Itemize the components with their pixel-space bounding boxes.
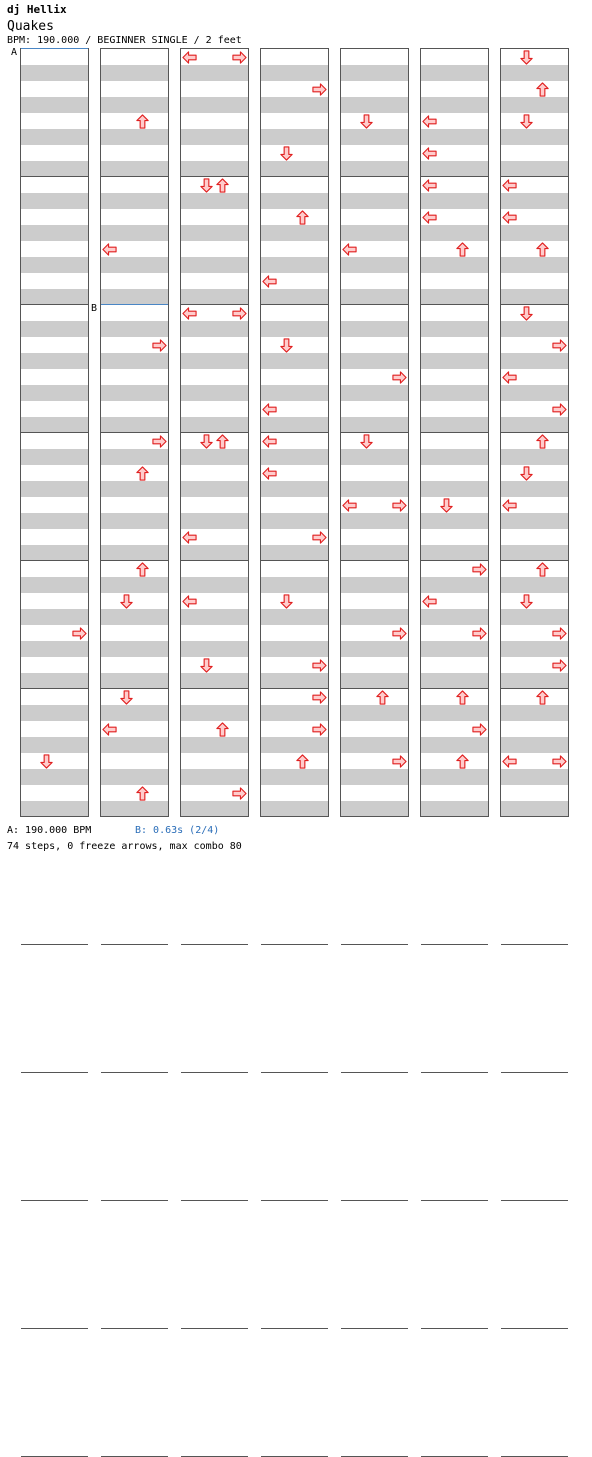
down-arrow-icon bbox=[519, 594, 534, 609]
measure-line bbox=[421, 944, 488, 945]
measure-line bbox=[341, 176, 408, 177]
up-arrow-icon bbox=[295, 754, 310, 769]
measure-line bbox=[421, 304, 488, 305]
measure-line bbox=[21, 1328, 88, 1329]
right-arrow-icon bbox=[552, 402, 567, 417]
chart-column-7 bbox=[500, 48, 569, 817]
right-arrow-icon bbox=[312, 690, 327, 705]
right-arrow-icon bbox=[312, 658, 327, 673]
down-arrow-icon bbox=[199, 658, 214, 673]
right-arrow-icon bbox=[152, 434, 167, 449]
measure-line bbox=[261, 176, 328, 177]
song-title: Quakes bbox=[7, 19, 54, 34]
measure-line bbox=[421, 432, 488, 433]
measure-line bbox=[501, 176, 568, 177]
measure-line bbox=[421, 688, 488, 689]
measure-line bbox=[21, 688, 88, 689]
measure-line bbox=[501, 816, 568, 817]
up-arrow-icon bbox=[535, 242, 550, 257]
measure-line bbox=[501, 944, 568, 945]
up-arrow-icon bbox=[135, 466, 150, 481]
left-arrow-icon bbox=[182, 530, 197, 545]
measure-line bbox=[421, 1328, 488, 1329]
down-arrow-icon bbox=[119, 594, 134, 609]
bpm-legend: A: 190.000 BPM bbox=[7, 825, 92, 836]
down-arrow-icon bbox=[519, 306, 534, 321]
left-arrow-icon bbox=[422, 178, 437, 193]
measure-line bbox=[421, 816, 488, 817]
left-arrow-icon bbox=[502, 178, 517, 193]
up-arrow-icon bbox=[215, 178, 230, 193]
measure-line bbox=[181, 1072, 248, 1073]
left-arrow-icon bbox=[262, 402, 277, 417]
measure-line bbox=[501, 304, 568, 305]
left-arrow-icon bbox=[502, 370, 517, 385]
measure-line bbox=[181, 560, 248, 561]
measure-line bbox=[181, 304, 248, 305]
down-arrow-icon bbox=[359, 114, 374, 129]
measure-line bbox=[181, 1328, 248, 1329]
measure-line bbox=[421, 560, 488, 561]
down-arrow-icon bbox=[279, 146, 294, 161]
right-arrow-icon bbox=[472, 626, 487, 641]
up-arrow-icon bbox=[535, 82, 550, 97]
left-arrow-icon bbox=[342, 242, 357, 257]
measure-line bbox=[341, 304, 408, 305]
measure-line bbox=[501, 432, 568, 433]
right-arrow-icon bbox=[472, 722, 487, 737]
step-stats: 74 steps, 0 freeze arrows, max combo 80 bbox=[7, 841, 242, 852]
measure-line bbox=[101, 1072, 168, 1073]
right-arrow-icon bbox=[312, 530, 327, 545]
up-arrow-icon bbox=[455, 754, 470, 769]
measure-line bbox=[21, 1200, 88, 1201]
measure-line bbox=[261, 304, 328, 305]
left-arrow-icon bbox=[422, 114, 437, 129]
up-arrow-icon bbox=[455, 690, 470, 705]
chart-column-6 bbox=[420, 48, 489, 817]
timing-marker-label: B bbox=[91, 303, 98, 314]
down-arrow-icon bbox=[199, 178, 214, 193]
measure-line bbox=[341, 816, 408, 817]
measure-line bbox=[341, 560, 408, 561]
right-arrow-icon bbox=[232, 50, 247, 65]
left-arrow-icon bbox=[182, 306, 197, 321]
down-arrow-icon bbox=[279, 338, 294, 353]
measure-line bbox=[501, 560, 568, 561]
up-arrow-icon bbox=[215, 722, 230, 737]
right-arrow-icon bbox=[392, 754, 407, 769]
right-arrow-icon bbox=[472, 562, 487, 577]
measure-line bbox=[501, 1328, 568, 1329]
measure-line bbox=[261, 560, 328, 561]
right-arrow-icon bbox=[152, 338, 167, 353]
down-arrow-icon bbox=[199, 434, 214, 449]
measure-line bbox=[181, 1200, 248, 1201]
down-arrow-icon bbox=[279, 594, 294, 609]
down-arrow-icon bbox=[119, 690, 134, 705]
measure-line bbox=[261, 432, 328, 433]
left-arrow-icon bbox=[342, 498, 357, 513]
down-arrow-icon bbox=[359, 434, 374, 449]
chart-column-1 bbox=[20, 48, 89, 817]
left-arrow-icon bbox=[422, 146, 437, 161]
left-arrow-icon bbox=[262, 466, 277, 481]
measure-line bbox=[421, 1072, 488, 1073]
measure-line bbox=[21, 1072, 88, 1073]
measure-line bbox=[21, 560, 88, 561]
measure-line bbox=[261, 944, 328, 945]
left-arrow-icon bbox=[102, 242, 117, 257]
measure-line bbox=[101, 176, 168, 177]
up-arrow-icon bbox=[535, 562, 550, 577]
measure-line bbox=[261, 1200, 328, 1201]
left-arrow-icon bbox=[502, 498, 517, 513]
chart-column-5 bbox=[340, 48, 409, 817]
timing-marker-label: A bbox=[11, 47, 18, 58]
measure-line bbox=[181, 944, 248, 945]
measure-line bbox=[501, 1200, 568, 1201]
right-arrow-icon bbox=[232, 786, 247, 801]
measure-line bbox=[101, 1328, 168, 1329]
up-arrow-icon bbox=[135, 786, 150, 801]
timing-marker-line bbox=[21, 48, 88, 49]
footer-timing bbox=[7, 825, 220, 836]
measure-line bbox=[341, 688, 408, 689]
right-arrow-icon bbox=[312, 722, 327, 737]
measure-line bbox=[421, 176, 488, 177]
measure-line bbox=[101, 1200, 168, 1201]
down-arrow-icon bbox=[519, 114, 534, 129]
measure-line bbox=[261, 688, 328, 689]
measure-line bbox=[421, 1200, 488, 1201]
up-arrow-icon bbox=[535, 434, 550, 449]
measure-line bbox=[21, 432, 88, 433]
right-arrow-icon bbox=[552, 658, 567, 673]
up-arrow-icon bbox=[135, 114, 150, 129]
measure-line bbox=[101, 560, 168, 561]
up-arrow-icon bbox=[455, 242, 470, 257]
down-arrow-icon bbox=[519, 466, 534, 481]
left-arrow-icon bbox=[422, 210, 437, 225]
right-arrow-icon bbox=[312, 82, 327, 97]
left-arrow-icon bbox=[262, 434, 277, 449]
left-arrow-icon bbox=[502, 210, 517, 225]
measure-line bbox=[181, 176, 248, 177]
left-arrow-icon bbox=[262, 274, 277, 289]
right-arrow-icon bbox=[392, 626, 407, 641]
measure-line bbox=[21, 816, 88, 817]
up-arrow-icon bbox=[135, 562, 150, 577]
down-arrow-icon bbox=[519, 50, 534, 65]
measure-line bbox=[21, 304, 88, 305]
stop-legend: B: 0.63s (2/4) bbox=[135, 825, 220, 836]
right-arrow-icon bbox=[392, 370, 407, 385]
left-arrow-icon bbox=[102, 722, 117, 737]
measure-line bbox=[181, 432, 248, 433]
measure-line bbox=[341, 432, 408, 433]
measure-line bbox=[101, 944, 168, 945]
measure-line bbox=[21, 176, 88, 177]
measure-line bbox=[181, 816, 248, 817]
chart-column-2 bbox=[100, 48, 169, 817]
measure-line bbox=[341, 1072, 408, 1073]
up-arrow-icon bbox=[375, 690, 390, 705]
measure-line bbox=[101, 688, 168, 689]
measure-line bbox=[261, 1072, 328, 1073]
artist-name: dj Hellix bbox=[7, 3, 67, 16]
left-arrow-icon bbox=[502, 754, 517, 769]
right-arrow-icon bbox=[552, 754, 567, 769]
measure-line bbox=[101, 432, 168, 433]
right-arrow-icon bbox=[552, 338, 567, 353]
measure-line bbox=[341, 1328, 408, 1329]
right-arrow-icon bbox=[232, 306, 247, 321]
chart-column-4 bbox=[260, 48, 329, 817]
timing-marker-line bbox=[101, 304, 168, 305]
left-arrow-icon bbox=[182, 50, 197, 65]
up-arrow-icon bbox=[535, 690, 550, 705]
up-arrow-icon bbox=[295, 210, 310, 225]
measure-line bbox=[341, 1200, 408, 1201]
left-arrow-icon bbox=[182, 594, 197, 609]
measure-line bbox=[501, 688, 568, 689]
up-arrow-icon bbox=[215, 434, 230, 449]
right-arrow-icon bbox=[72, 626, 87, 641]
right-arrow-icon bbox=[552, 626, 567, 641]
chart-column-3 bbox=[180, 48, 249, 817]
measure-line bbox=[501, 1072, 568, 1073]
left-arrow-icon bbox=[422, 594, 437, 609]
down-arrow-icon bbox=[439, 498, 454, 513]
measure-line bbox=[21, 944, 88, 945]
measure-line bbox=[101, 816, 168, 817]
right-arrow-icon bbox=[392, 498, 407, 513]
measure-line bbox=[341, 944, 408, 945]
measure-line bbox=[261, 816, 328, 817]
down-arrow-icon bbox=[39, 754, 54, 769]
measure-line bbox=[261, 1328, 328, 1329]
measure-line bbox=[181, 688, 248, 689]
chart-info: BPM: 190.000 / BEGINNER SINGLE / 2 feet bbox=[7, 35, 242, 46]
